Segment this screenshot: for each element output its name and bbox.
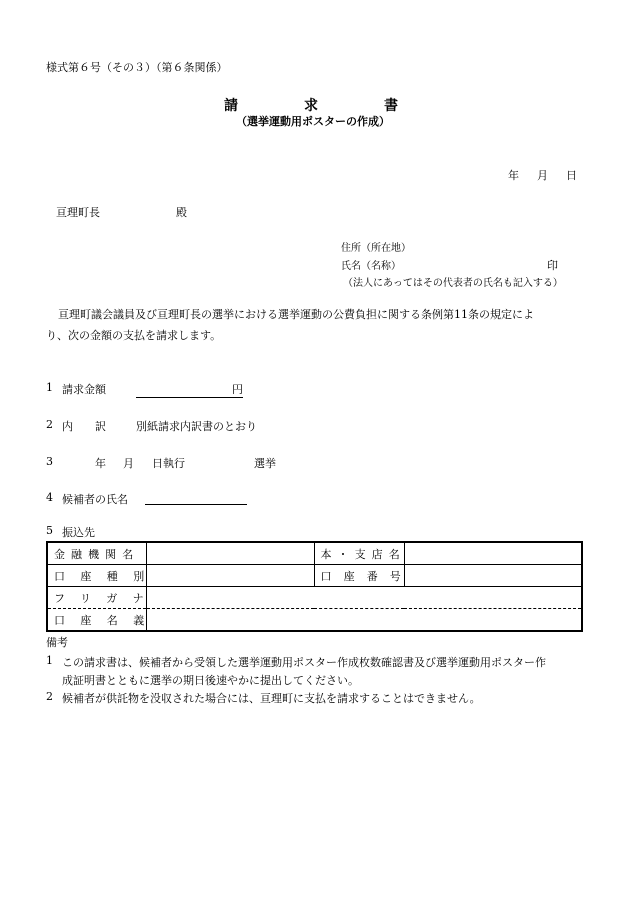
bank-table: [46, 541, 583, 632]
item3-election: 選挙: [254, 457, 276, 470]
institution-field[interactable]: [146, 542, 314, 565]
item2-number: 2: [46, 418, 53, 431]
bank-row-account-name: [47, 609, 582, 632]
remark1-line-2: 成証明書とともに選挙の期日後速やかに提出してください。: [62, 674, 359, 687]
date-month: 月: [537, 169, 548, 182]
remarks-title: 備考: [46, 636, 68, 649]
item2-value: 別紙請求内訳書のとおり: [136, 420, 257, 433]
name-label: 氏名（名称）: [341, 261, 401, 272]
item1-label: 請求金額: [62, 383, 106, 396]
item5-label: 振込先: [62, 526, 95, 539]
form-number: 様式第６号（その３）（第６条関係）: [46, 61, 228, 74]
honorific: 殿: [176, 206, 187, 219]
item4-number: 4: [46, 491, 53, 504]
item1-number: 1: [46, 381, 53, 394]
item3-number: 3: [46, 455, 53, 468]
account-number-label: 口座番号: [314, 565, 404, 587]
title-char-2: 求: [304, 98, 318, 114]
remark2-number: 2: [46, 690, 53, 703]
amount-unit: 円: [232, 383, 243, 396]
account-type-field[interactable]: [146, 565, 314, 587]
remark2-line-1: 候補者が供託物を没収された場合には、亘理町に支払を請求することはできません。: [62, 692, 481, 705]
item5-number: 5: [46, 524, 53, 537]
account-name-field[interactable]: [146, 609, 582, 632]
institution-label: 金融機関名: [47, 542, 146, 565]
title-char-1: 請: [224, 98, 238, 114]
furigana-field[interactable]: [146, 587, 582, 609]
remark1-number: 1: [46, 654, 53, 667]
corporate-note: （法人にあってはその代表者の氏名も記入する）: [343, 278, 563, 289]
body-line-2: り、次の金額の支払を請求します。: [46, 329, 222, 342]
address-label: 住所（所在地）: [341, 243, 411, 254]
furigana-label: フリガナ: [47, 587, 146, 609]
item3-month: 月: [123, 457, 134, 470]
bank-row-account: [47, 565, 582, 587]
candidate-name-field[interactable]: [145, 491, 247, 508]
remark1-line-1: この請求書は、候補者から受領した選挙運動用ポスター作成枚数確認書及び選挙運動用ポスター作: [62, 656, 546, 669]
date-day: 日: [566, 169, 577, 182]
item4-label: 候補者の氏名: [62, 493, 128, 506]
date-year: 年: [508, 169, 519, 182]
account-number-field[interactable]: [404, 565, 582, 587]
account-type-label: 口座種別: [47, 565, 146, 587]
item2-label: 内 訳: [62, 420, 106, 433]
body-line-1: 亘理町議会議員及び亘理町長の選挙における選挙運動の公費負担に関する条例第11条の規定によ: [58, 308, 534, 321]
seal-mark: 印: [547, 259, 558, 272]
bank-row-institution: [47, 542, 582, 565]
addressee: 亘理町長: [56, 206, 100, 219]
bank-row-furigana: [47, 587, 582, 609]
branch-label: 本・支店名: [314, 542, 404, 565]
item3-year: 年: [95, 457, 106, 470]
title-char-3: 書: [384, 98, 398, 114]
account-name-label: 口座名義: [47, 609, 146, 632]
subtitle: （選挙運動用ポスターの作成）: [236, 115, 390, 128]
item3-day: 日執行: [152, 457, 185, 470]
amount-field[interactable]: [136, 381, 243, 398]
branch-field[interactable]: [404, 542, 582, 565]
